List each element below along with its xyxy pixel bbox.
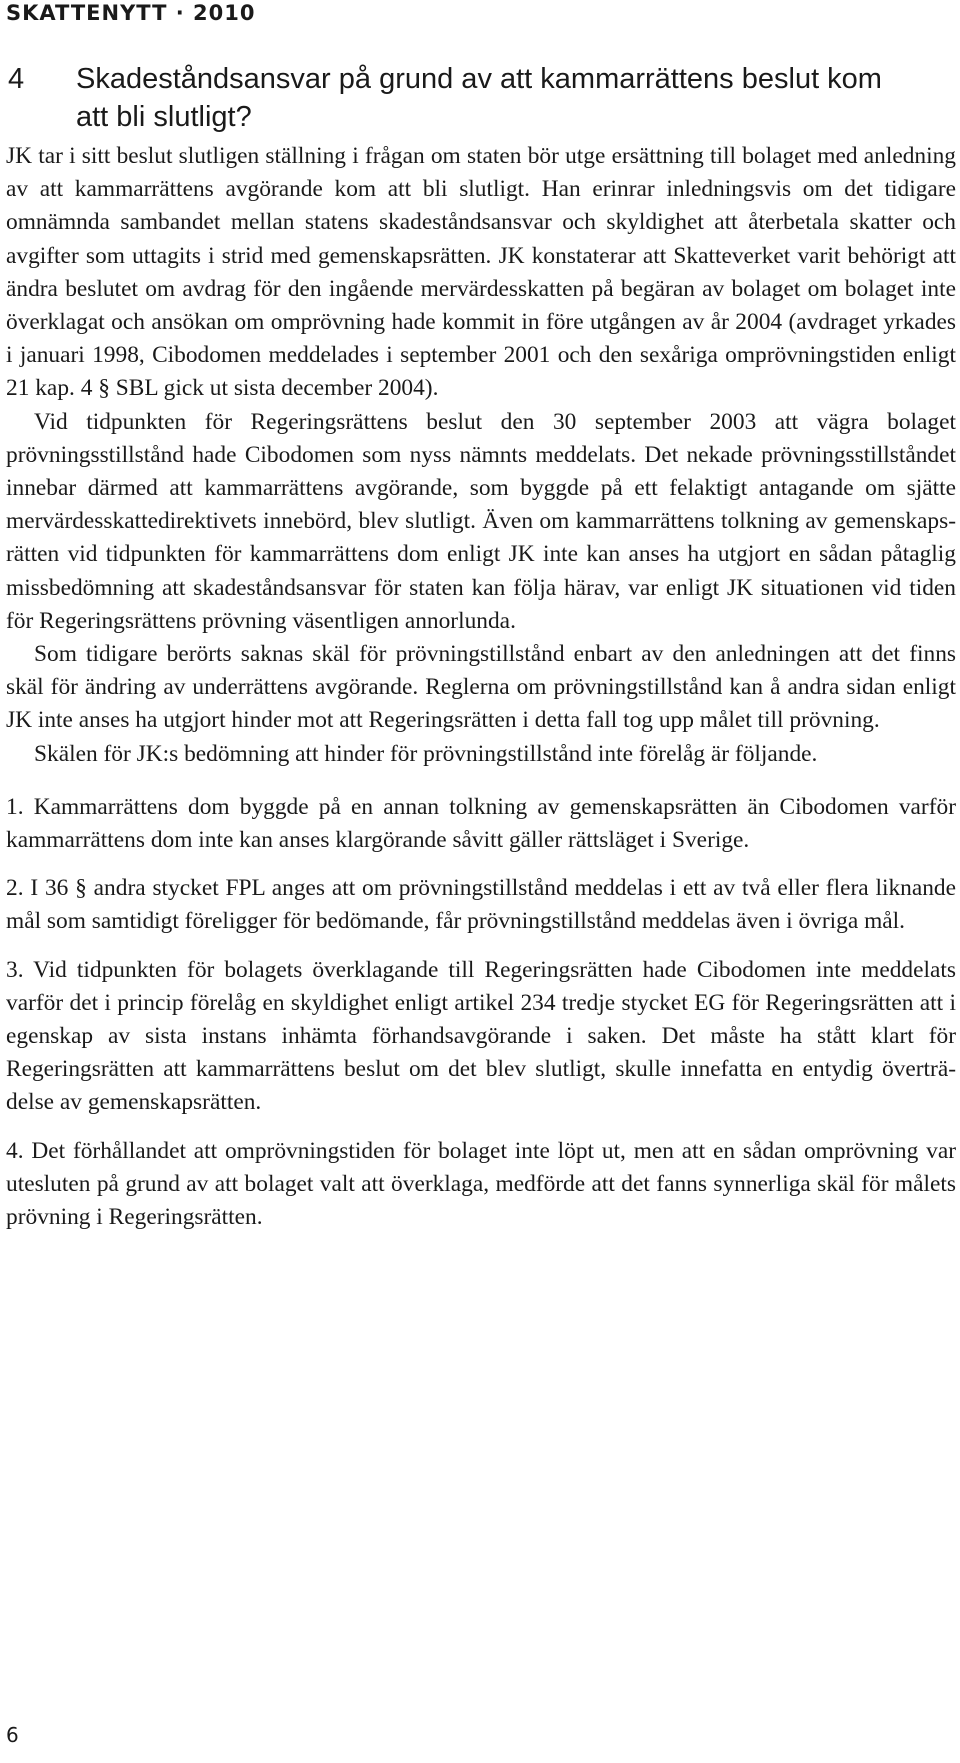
list-item: 1. Kammarrättens dom byggde på en annan tolkning av gemenskapsrätten än Cibodomen varför kammarrättens dom inte kan anses klargörande såvitt gäller rättsläget i Sverige.: [6, 793, 956, 854]
paragraph: Som tidigare berörts saknas skäl för prövningstillstånd enbart av den anledningen att det finns skäl för ändring av underrättens avgörande. Reglerna om prövningstillstånd kan å andra sidan enligt JK inte anses ha utgjort hinder mot att Regeringsrätten i detta fall tog upp målet till prövning.: [6, 641, 956, 734]
list-item: 4. Det förhållandet att omprövningstiden för bolaget inte löpt ut, men att en sådan omprövning var utesluten på grund av att bolaget valt att överklaga, medförde att det fanns synnerliga skäl för målets prövning i Regeringsrätten.: [6, 1137, 956, 1231]
reasons-list: [6, 791, 956, 1234]
paragraph: Skälen för JK:s bedömning att hinder för prövningstillstånd inte förelåg är följande.: [34, 740, 818, 767]
section-heading: [8, 60, 908, 136]
body-text: [6, 140, 956, 1234]
list-item: 2. I 36 § andra stycket FPL anges att om prövningstillstånd meddelas i ett av två eller flera liknande mål som samtidigt föreligger för bedömande, får prövningstillstånd meddelas även i övriga mål.: [6, 875, 956, 935]
page-number: 6: [6, 1723, 19, 1747]
list-item: 3. Vid tidpunkten för bolagets överklagande till Regeringsrätten hade Cibodomen inte meddelats varför det i princip förelåg en skyldighet enligt artikel 234 tredje stycket EG för Regeringsrätten att i egenskap av sista instans inhämta förhandsavgörande i saken. Det måste ha stått klart för Regeringsrätten att kammarrättens beslut om det blev slutligt, skulle innefatta en entydig överträdelse av gemenskapsrätten.: [6, 956, 956, 1116]
section-title: Skadeståndsansvar på grund av att kammarrättens beslut kom att bli slutligt?: [76, 63, 882, 133]
paragraph: Vid tidpunkten för Regeringsrättens beslut den 30 september 2003 att vägra bolaget prövningsstillstånd hade Cibodomen som nyss nämnts meddelats. Det nekade prövningsstillståndet innebar därmed att kammarrättens avgörande, som byggde på ett felaktigt antagande om sjätte mervärdesskattedirektivets innebörd, blev slutligt. Även om kammarrättens tolkning av gemenskapsrätten vid tidpunkten för kammarrättens dom enligt JK inte kan anses ha utgjort en sådan påtaglig missbedömning att skadeståndsansvar för staten kan följa härav, var enligt JK situationen vid tiden för Regeringsrättens prövning väsentligen annorlunda.: [6, 408, 956, 634]
paragraph: JK tar i sitt beslut slutligen ställning i frågan om staten bör utge ersättning till bolaget med anledning av att kammarrättens avgörande kom att bli slutligt. Han erinrar inledningsvis om det tidigare omnämnda sambandet mellan statens skadeståndsansvar och skyldighet att återbetala skatter och avgifter som uttagits i strid med gemenskapsrätten. JK konstaterar att Skatteverket varit behörigt att ändra beslutet om avdrag för den ingående mervärdesskatten på begäran av bolaget om bolaget inte överklagat och ansökan om omprövning hade kommit in före utgången av år 2004 (avdraget yrkades i januari 1998, Cibodomen meddelades i september 2001 och den sexåriga omprövningstiden enligt 21 kap. 4 § SBL gick ut sista december 2004).: [6, 143, 956, 402]
running-head: SKATTENYTT · 2010: [6, 1, 256, 25]
section-number: 4: [8, 63, 25, 95]
